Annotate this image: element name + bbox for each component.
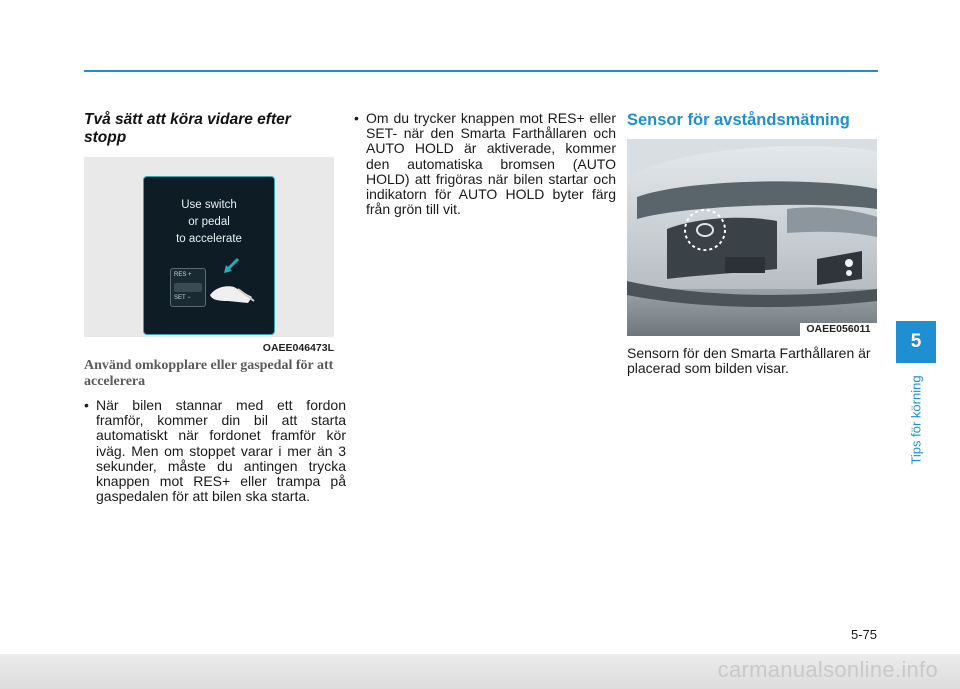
section-heading-sensor: Sensor för avståndsmätning <box>627 111 850 129</box>
watermark-bar <box>0 654 960 689</box>
page-number: 5-75 <box>850 627 877 642</box>
bullet-dot: • <box>84 397 89 413</box>
set-label: SET − <box>174 295 191 301</box>
chapter-number-tab: 5 <box>896 321 936 363</box>
res-label: RES + <box>174 272 192 278</box>
figure-code-2: OAEE056011 <box>800 323 877 336</box>
switch-pedal-figure <box>84 157 334 337</box>
section-heading-stop: Två sätt att köra vidare efter stopp <box>84 111 291 146</box>
bullet-text-1: När bilen stannar med ett fordon framför, kommer din bil att starta automatiskt när fordonet framför kör iväg. Men om stoppet varar i mer än 3 sekunder, måste du antingen trycka knappen mot RES+ eller trampa på gaspedalen för att bilen ska starta. <box>96 397 346 505</box>
bullet-paragraph-1 <box>84 398 346 504</box>
switch-lever <box>174 283 202 292</box>
display-message-line-3: to accelerate <box>176 233 242 245</box>
header-rule <box>84 70 878 72</box>
figure-code-1: OAEE046473L <box>262 342 334 354</box>
bullet-paragraph-2 <box>354 111 616 217</box>
display-message <box>144 197 274 248</box>
down-arrow-icon <box>222 257 240 275</box>
res-set-switch <box>170 268 206 307</box>
figure-caption: Använd omkopplare eller gaspedal för att accelerera <box>84 358 334 389</box>
display-message-line-2: or pedal <box>188 216 230 228</box>
chapter-title: Tips för körning <box>908 375 924 465</box>
car-front-photo <box>627 139 877 336</box>
car-front-illustration <box>627 139 877 336</box>
bullet-text-2: Om du trycker knappen mot RES+ eller SET- när den Smarta Farthållaren och AUTO HOLD är aktiverade, kommer den automatiska bromsen (AUTO HOLD) att frigöras när bilen startar och indikatorn för AUTO HOLD byter färg från grön till vit. <box>366 110 616 218</box>
pedal-foot-icon <box>208 281 256 307</box>
sensor-paragraph: Sensorn för den Smarta Farthållaren är placerad som bilden visar. <box>627 345 871 377</box>
cluster-display <box>143 176 275 335</box>
display-message-line-1: Use switch <box>181 199 237 211</box>
bullet-dot: • <box>354 110 359 126</box>
watermark-text: carmanualsonline.info <box>717 657 938 682</box>
